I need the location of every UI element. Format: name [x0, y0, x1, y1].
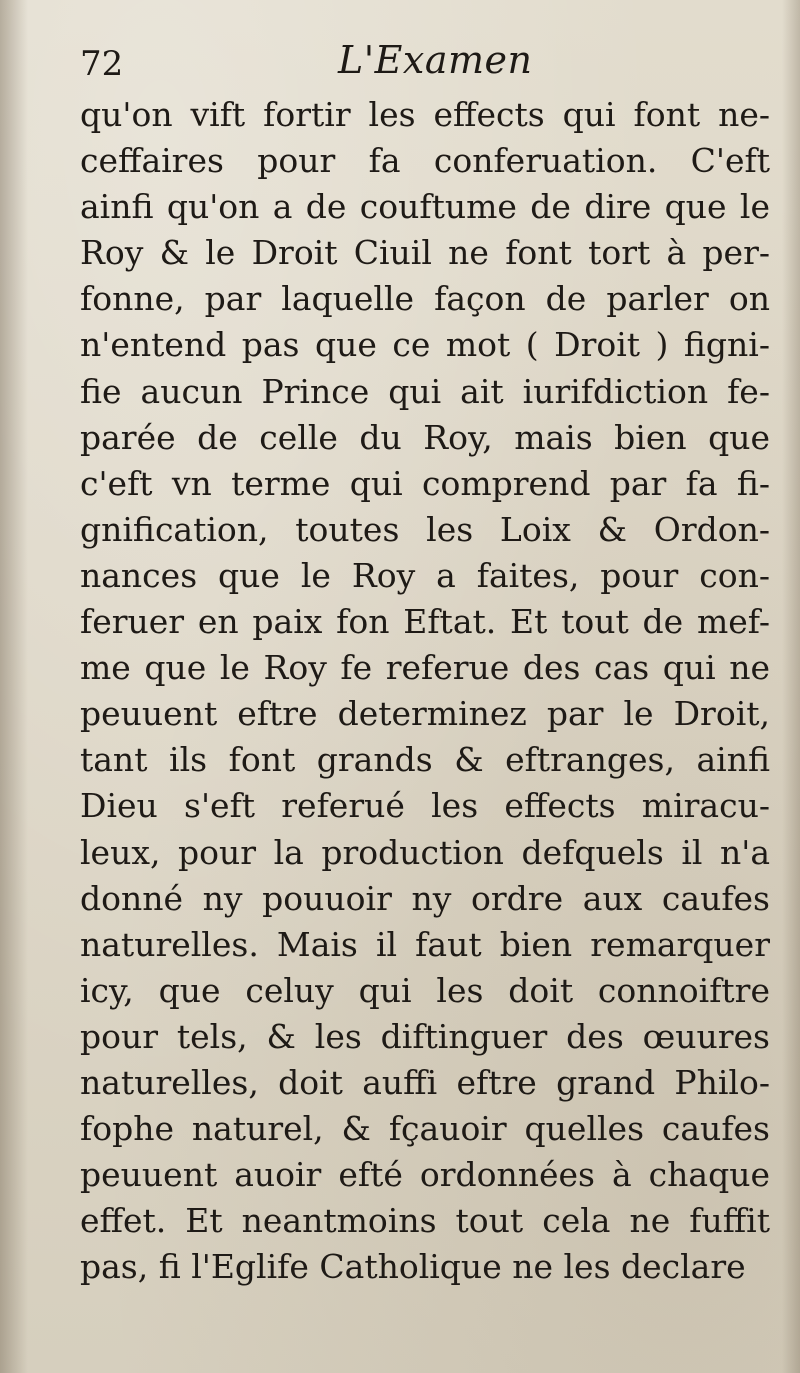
page-shadow-left	[0, 0, 28, 1373]
text-line: icy, que celuy qui les doit connoiftre	[80, 970, 770, 1010]
page-number: 72	[80, 44, 124, 84]
text-line: Roy & le Droit Ciuil ne font tort à per-	[80, 233, 770, 273]
text-line: me que le Roy fe referue des cas qui ne	[80, 648, 770, 688]
text-line: fie aucun Prince qui ait iurifdiction fe-	[80, 371, 770, 411]
text-line: qu'on vift fortir les effects qui font ne-	[80, 95, 770, 134]
text-line: nances que le Roy a faites, pour con-	[80, 555, 770, 595]
text-line: effet. Et neantmoins tout cela ne fuffit	[80, 1201, 770, 1241]
text-line: fonne, par laquelle façon de parler on	[80, 279, 770, 319]
text-line: peuuent auoir efté ordonnées à chaque	[80, 1155, 770, 1195]
text-line: leux, pour la production defquels il n'a	[80, 832, 770, 872]
text-line: tant ils font grands & eftranges, ainfi	[80, 740, 770, 780]
text-line: feruer en paix fon Eftat. Et tout de mef-	[80, 602, 770, 642]
text-line: naturelles, doit auffi eftre grand Philo-	[80, 1062, 770, 1102]
text-line: n'entend pas que ce mot ( Droit ) figni-	[80, 325, 770, 365]
text-line: ainfi qu'on a de couftume de dire que le	[80, 187, 770, 227]
text-line: gnification, toutes les Loix & Ordon-	[80, 509, 770, 549]
text-line: donné ny pouuoir ny ordre aux caufes	[80, 878, 770, 918]
body-text	[80, 92, 770, 1290]
page-header	[80, 38, 770, 92]
text-line: Dieu s'eft referué les effects miracu-	[80, 786, 770, 826]
text-line: peuuent eftre determinez par le Droit,	[80, 694, 770, 734]
text-line: ceffaires pour fa conferuation. C'eft	[80, 141, 770, 181]
text-line: parée de celle du Roy, mais bien que	[80, 417, 770, 457]
text-line: pour tels, & les diftinguer des œuures	[80, 1016, 770, 1056]
running-title: L'Examen	[338, 38, 533, 82]
text-line: naturelles. Mais il faut bien remarquer	[80, 924, 770, 964]
text-line: fophe naturel, & fçauoir quelles caufes	[80, 1109, 770, 1149]
page-shadow-right	[782, 0, 800, 1373]
text-line: c'eft vn terme qui comprend par fa fi-	[80, 463, 770, 503]
text-line: pas, fi l'Eglife Catholique ne les declare	[80, 1247, 746, 1287]
